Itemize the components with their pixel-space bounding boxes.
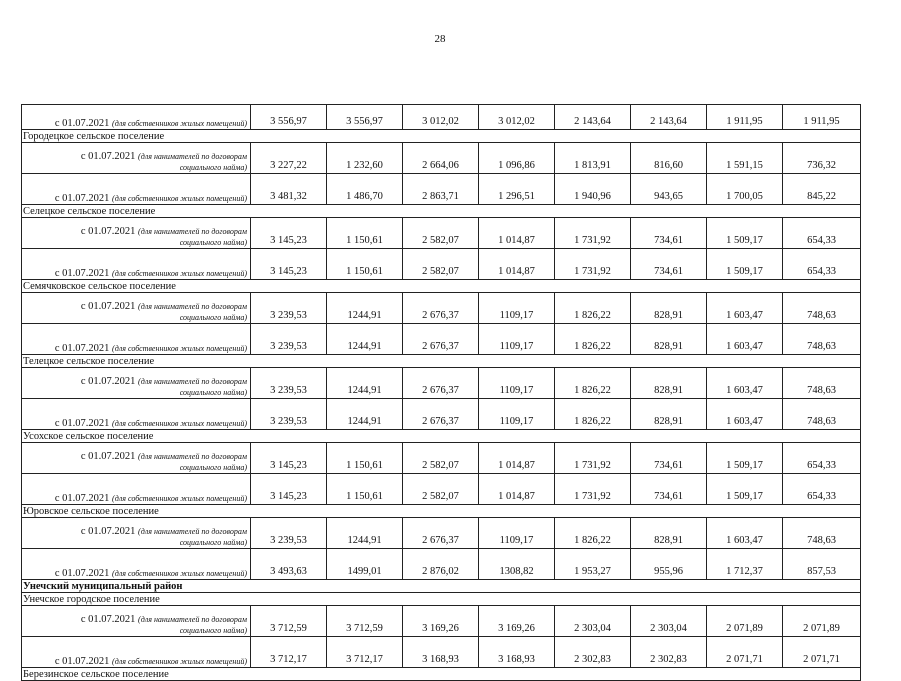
tariff-value-cell: 1 150,61 xyxy=(327,218,403,249)
section-title: Унечский муниципальный район xyxy=(22,580,861,593)
tariff-value-cell: 3 239,53 xyxy=(251,293,327,324)
row-label xyxy=(22,606,251,637)
section-header-row xyxy=(22,130,861,143)
tariff-value-cell: 654,33 xyxy=(783,443,861,474)
section-title: Березинское сельское поселение xyxy=(22,668,861,681)
tariff-value-cell: 2 302,83 xyxy=(555,637,631,668)
tariff-value-cell: 1109,17 xyxy=(479,293,555,324)
tariff-value-cell: 3 012,02 xyxy=(403,105,479,130)
table-row xyxy=(22,218,861,249)
tariff-value-cell: 1 232,60 xyxy=(327,143,403,174)
row-note: (для собственников жилых помещений) xyxy=(112,419,247,428)
tariff-value-cell: 2 676,37 xyxy=(403,399,479,430)
tariff-value-cell: 1 826,22 xyxy=(555,399,631,430)
tariff-value-cell: 2 582,07 xyxy=(403,218,479,249)
row-note: (для нанимателей по договорам xyxy=(138,302,247,311)
tariff-value-cell: 1 096,86 xyxy=(479,143,555,174)
tariff-value-cell: 1 953,27 xyxy=(555,549,631,580)
tariff-value-cell: 3 169,26 xyxy=(403,606,479,637)
row-date: с 01.07.2021 xyxy=(80,614,136,625)
tariff-value-cell: 748,63 xyxy=(783,293,861,324)
tariff-value-cell: 1 603,47 xyxy=(707,399,783,430)
section-title: Семячковское сельское поселение xyxy=(22,280,861,293)
row-date: с 01.07.2021 xyxy=(80,226,136,237)
row-note: социального найма) xyxy=(179,538,247,547)
table-row xyxy=(22,143,861,174)
tariff-value-cell: 3 145,23 xyxy=(251,218,327,249)
tariff-value-cell: 2 676,37 xyxy=(403,518,479,549)
tariff-value-cell: 828,91 xyxy=(631,293,707,324)
tariff-value-cell: 748,63 xyxy=(783,324,861,355)
tariff-value-cell: 1 150,61 xyxy=(327,249,403,280)
row-note: (для нанимателей по договорам xyxy=(138,227,247,236)
tariff-value-cell: 3 145,23 xyxy=(251,443,327,474)
tariff-value-cell: 3 493,63 xyxy=(251,549,327,580)
row-note: (для нанимателей по договорам xyxy=(138,152,247,161)
row-label xyxy=(22,143,251,174)
row-note: (для собственников жилых помещений) xyxy=(112,119,247,128)
tariff-value-cell: 1244,91 xyxy=(327,368,403,399)
tariff-value-cell: 3 239,53 xyxy=(251,399,327,430)
row-date: с 01.07.2021 xyxy=(80,376,136,387)
tariff-value-cell: 2 071,71 xyxy=(783,637,861,668)
tariff-value-cell: 2 582,07 xyxy=(403,249,479,280)
tariff-value-cell: 955,96 xyxy=(631,549,707,580)
tariff-value-cell: 1 509,17 xyxy=(707,218,783,249)
row-date: с 01.07.2021 xyxy=(54,418,110,429)
row-label xyxy=(22,549,251,580)
tariff-value-cell: 3 556,97 xyxy=(251,105,327,130)
row-date: с 01.07.2021 xyxy=(54,656,110,667)
tariff-value-cell: 1 731,92 xyxy=(555,443,631,474)
section-header-row xyxy=(22,505,861,518)
section-header-row xyxy=(22,668,861,681)
tariff-value-cell: 1 150,61 xyxy=(327,443,403,474)
section-title: Унечское городское поселение xyxy=(22,593,861,606)
tariff-value-cell: 2 863,71 xyxy=(403,174,479,205)
tariff-value-cell: 1 603,47 xyxy=(707,293,783,324)
tariff-value-cell: 1 014,87 xyxy=(479,218,555,249)
row-label xyxy=(22,249,251,280)
table-row xyxy=(22,474,861,505)
table-row xyxy=(22,174,861,205)
tariff-value-cell: 1 731,92 xyxy=(555,249,631,280)
tariff-value-cell: 1 731,92 xyxy=(555,218,631,249)
row-note: социального найма) xyxy=(179,626,247,635)
tariff-value-cell: 1 150,61 xyxy=(327,474,403,505)
row-date: с 01.07.2021 xyxy=(80,451,136,462)
table-row xyxy=(22,324,861,355)
section-header-row xyxy=(22,280,861,293)
tariff-value-cell: 1499,01 xyxy=(327,549,403,580)
row-note: (для собственников жилых помещений) xyxy=(112,269,247,278)
row-note: социального найма) xyxy=(179,163,247,172)
tariff-value-cell: 748,63 xyxy=(783,399,861,430)
tariff-value-cell: 3 712,59 xyxy=(327,606,403,637)
tariff-value-cell: 3 145,23 xyxy=(251,474,327,505)
table-row xyxy=(22,637,861,668)
tariff-value-cell: 1 591,15 xyxy=(707,143,783,174)
section-title: Городецкое сельское поселение xyxy=(22,130,861,143)
row-note: (для нанимателей по договорам xyxy=(138,527,247,536)
row-note: (для нанимателей по договорам xyxy=(138,615,247,624)
tariff-value-cell: 828,91 xyxy=(631,399,707,430)
section-header-row xyxy=(22,593,861,606)
page-number: 28 xyxy=(434,33,446,45)
table-row xyxy=(22,105,861,130)
tariff-value-cell: 1109,17 xyxy=(479,518,555,549)
row-label xyxy=(22,399,251,430)
tariff-value-cell: 654,33 xyxy=(783,218,861,249)
tariff-table xyxy=(21,104,861,681)
tariff-value-cell: 1 014,87 xyxy=(479,443,555,474)
tariff-value-cell: 734,61 xyxy=(631,249,707,280)
tariff-value-cell: 2 071,89 xyxy=(783,606,861,637)
row-note: (для собственников жилых помещений) xyxy=(112,569,247,578)
row-date: с 01.07.2021 xyxy=(54,493,110,504)
tariff-value-cell: 3 712,59 xyxy=(251,606,327,637)
tariff-value-cell: 3 169,26 xyxy=(479,606,555,637)
tariff-value-cell: 734,61 xyxy=(631,443,707,474)
tariff-value-cell: 2 676,37 xyxy=(403,368,479,399)
tariff-value-cell: 1 911,95 xyxy=(783,105,861,130)
table-row xyxy=(22,443,861,474)
row-label xyxy=(22,218,251,249)
tariff-value-cell: 3 239,53 xyxy=(251,518,327,549)
row-date: с 01.07.2021 xyxy=(54,193,110,204)
tariff-value-cell: 1 911,95 xyxy=(707,105,783,130)
tariff-value-cell: 1244,91 xyxy=(327,324,403,355)
tariff-value-cell: 2 071,71 xyxy=(707,637,783,668)
row-note: (для собственников жилых помещений) xyxy=(112,194,247,203)
tariff-value-cell: 1244,91 xyxy=(327,293,403,324)
row-note: социального найма) xyxy=(179,388,247,397)
row-label xyxy=(22,368,251,399)
row-label xyxy=(22,637,251,668)
tariff-value-cell: 1 603,47 xyxy=(707,324,783,355)
section-title: Селецкое сельское поселение xyxy=(22,205,861,218)
table-body xyxy=(22,105,861,681)
section-title: Усохское сельское поселение xyxy=(22,430,861,443)
tariff-value-cell: 1 813,91 xyxy=(555,143,631,174)
tariff-value-cell: 1109,17 xyxy=(479,399,555,430)
row-note: (для нанимателей по договорам xyxy=(138,377,247,386)
tariff-value-cell: 1 014,87 xyxy=(479,474,555,505)
row-label xyxy=(22,324,251,355)
section-title: Телецкое сельское поселение xyxy=(22,355,861,368)
tariff-value-cell: 1 826,22 xyxy=(555,518,631,549)
tariff-value-cell: 1 712,37 xyxy=(707,549,783,580)
tariff-value-cell: 3 239,53 xyxy=(251,368,327,399)
tariff-value-cell: 828,91 xyxy=(631,518,707,549)
row-label xyxy=(22,518,251,549)
tariff-value-cell: 1109,17 xyxy=(479,368,555,399)
row-label xyxy=(22,105,251,130)
tariff-value-cell: 2 664,06 xyxy=(403,143,479,174)
tariff-value-cell: 828,91 xyxy=(631,324,707,355)
tariff-value-cell: 3 481,32 xyxy=(251,174,327,205)
row-note: (для собственников жилых помещений) xyxy=(112,494,247,503)
tariff-value-cell: 1244,91 xyxy=(327,399,403,430)
tariff-value-cell: 3 239,53 xyxy=(251,324,327,355)
tariff-value-cell: 828,91 xyxy=(631,368,707,399)
row-date: с 01.07.2021 xyxy=(80,526,136,537)
section-header-row xyxy=(22,430,861,443)
tariff-value-cell: 734,61 xyxy=(631,218,707,249)
row-note: (для собственников жилых помещений) xyxy=(112,344,247,353)
row-label xyxy=(22,293,251,324)
row-label xyxy=(22,443,251,474)
row-date: с 01.07.2021 xyxy=(80,151,136,162)
table-row xyxy=(22,606,861,637)
tariff-value-cell: 1 700,05 xyxy=(707,174,783,205)
tariff-value-cell: 3 145,23 xyxy=(251,249,327,280)
tariff-value-cell: 3 227,22 xyxy=(251,143,327,174)
tariff-value-cell: 734,61 xyxy=(631,474,707,505)
table-row xyxy=(22,249,861,280)
tariff-value-cell: 2 302,83 xyxy=(631,637,707,668)
tariff-value-cell: 736,32 xyxy=(783,143,861,174)
tariff-value-cell: 816,60 xyxy=(631,143,707,174)
tariff-value-cell: 1 603,47 xyxy=(707,518,783,549)
tariff-value-cell: 3 168,93 xyxy=(403,637,479,668)
tariff-value-cell: 1 509,17 xyxy=(707,249,783,280)
row-label xyxy=(22,474,251,505)
tariff-value-cell: 654,33 xyxy=(783,474,861,505)
row-note: (для собственников жилых помещений) xyxy=(112,657,247,666)
tariff-value-cell: 1308,82 xyxy=(479,549,555,580)
tariff-value-cell: 2 303,04 xyxy=(631,606,707,637)
tariff-value-cell: 857,53 xyxy=(783,549,861,580)
tariff-value-cell: 1 014,87 xyxy=(479,249,555,280)
tariff-value-cell: 2 071,89 xyxy=(707,606,783,637)
section-header-row xyxy=(22,355,861,368)
tariff-value-cell: 2 582,07 xyxy=(403,443,479,474)
tariff-value-cell: 2 676,37 xyxy=(403,293,479,324)
tariff-value-cell: 748,63 xyxy=(783,518,861,549)
tariff-value-cell: 1 940,96 xyxy=(555,174,631,205)
tariff-value-cell: 3 012,02 xyxy=(479,105,555,130)
tariff-value-cell: 1 509,17 xyxy=(707,474,783,505)
section-header-row xyxy=(22,580,861,593)
tariff-value-cell: 1 509,17 xyxy=(707,443,783,474)
tariff-value-cell: 3 712,17 xyxy=(327,637,403,668)
tariff-value-cell: 1 826,22 xyxy=(555,368,631,399)
tariff-value-cell: 2 143,64 xyxy=(631,105,707,130)
tariff-value-cell: 1 603,47 xyxy=(707,368,783,399)
tariff-value-cell: 2 582,07 xyxy=(403,474,479,505)
tariff-value-cell: 2 303,04 xyxy=(555,606,631,637)
tariff-value-cell: 3 712,17 xyxy=(251,637,327,668)
row-note: социального найма) xyxy=(179,238,247,247)
table-row xyxy=(22,368,861,399)
row-date: с 01.07.2021 xyxy=(54,118,110,129)
tariff-value-cell: 845,22 xyxy=(783,174,861,205)
tariff-value-cell: 3 168,93 xyxy=(479,637,555,668)
tariff-value-cell: 748,63 xyxy=(783,368,861,399)
tariff-value-cell: 654,33 xyxy=(783,249,861,280)
row-label xyxy=(22,174,251,205)
tariff-value-cell: 943,65 xyxy=(631,174,707,205)
row-note: социального найма) xyxy=(179,313,247,322)
tariff-value-cell: 1 731,92 xyxy=(555,474,631,505)
row-date: с 01.07.2021 xyxy=(80,301,136,312)
table-row xyxy=(22,399,861,430)
table-row xyxy=(22,518,861,549)
row-date: с 01.07.2021 xyxy=(54,568,110,579)
tariff-value-cell: 1244,91 xyxy=(327,518,403,549)
row-note: (для нанимателей по договорам xyxy=(138,452,247,461)
tariff-value-cell: 1 826,22 xyxy=(555,324,631,355)
tariff-value-cell: 1109,17 xyxy=(479,324,555,355)
tariff-value-cell: 2 676,37 xyxy=(403,324,479,355)
tariff-value-cell: 3 556,97 xyxy=(327,105,403,130)
row-note: социального найма) xyxy=(179,463,247,472)
section-title: Юровское сельское поселение xyxy=(22,505,861,518)
tariff-value-cell: 1 486,70 xyxy=(327,174,403,205)
section-header-row xyxy=(22,205,861,218)
table-row xyxy=(22,549,861,580)
tariff-value-cell: 2 876,02 xyxy=(403,549,479,580)
tariff-value-cell: 1 826,22 xyxy=(555,293,631,324)
table-row xyxy=(22,293,861,324)
tariff-value-cell: 1 296,51 xyxy=(479,174,555,205)
tariff-value-cell: 2 143,64 xyxy=(555,105,631,130)
row-date: с 01.07.2021 xyxy=(54,343,110,354)
row-date: с 01.07.2021 xyxy=(54,268,110,279)
